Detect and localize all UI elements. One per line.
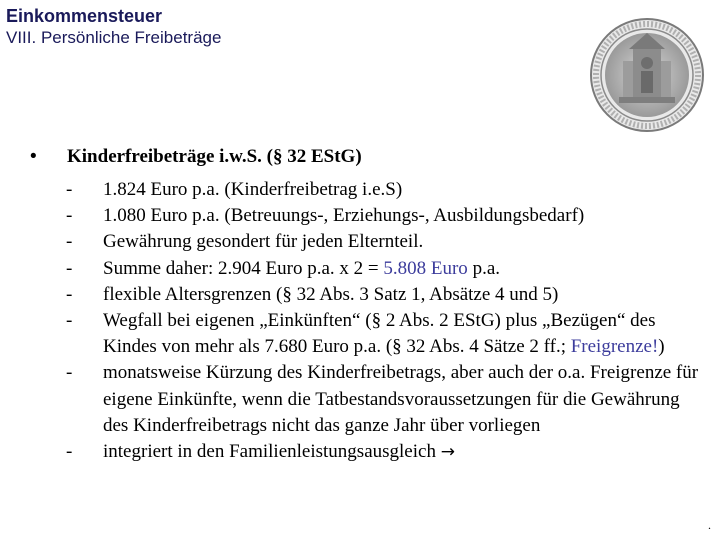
dash-marker: - bbox=[66, 205, 73, 227]
corner-mark: . bbox=[708, 518, 711, 532]
bullet-heading: Kinderfreibeträge i.w.S. (§ 32 EStG) bbox=[67, 146, 362, 167]
dash-marker: - bbox=[66, 179, 73, 200]
list-item bbox=[66, 229, 706, 255]
highlight-freigrenze: Freigrenze! bbox=[570, 336, 659, 358]
dash-marker: - bbox=[66, 231, 73, 253]
list-item bbox=[66, 177, 706, 203]
slide-subtitle: VIII. Persönliche Freibeträge bbox=[6, 28, 222, 47]
bullet-icon: • bbox=[30, 146, 37, 167]
list-item-text-suffix: ) bbox=[658, 336, 665, 358]
university-seal-icon bbox=[589, 17, 705, 133]
list-item bbox=[66, 282, 706, 308]
slide-title: Einkommensteuer bbox=[6, 6, 163, 26]
sub-item-list bbox=[66, 177, 706, 465]
list-item-text: Gewährung gesondert für jeden Elternteil. bbox=[103, 231, 424, 253]
dash-marker: - bbox=[66, 441, 73, 463]
list-item-text: integriert in den Familienleistungsausgleich bbox=[103, 441, 441, 463]
list-item-text: flexible Altersgrenzen (§ 32 Abs. 3 Satz 1, Absätze 4 und 5) bbox=[103, 283, 559, 305]
dash-marker: - bbox=[66, 362, 73, 384]
slide-header bbox=[6, 5, 221, 49]
list-item-text: monatsweise Kürzung des Kinderfreibetrags, aber auch der o.a. Freigrenze für eigene Einkünfte, wenn die Tatbestandsvoraussetzungen für die Gewährung des Kinderfreibetrags nicht das ganze Jahr über vorliegen bbox=[103, 362, 699, 436]
list-item bbox=[66, 203, 706, 229]
dash-marker: - bbox=[66, 310, 73, 332]
list-item-text: Summe daher: 2.904 Euro p.a. x 2 = bbox=[103, 257, 384, 279]
highlight-amount: 5.808 Euro bbox=[383, 257, 468, 279]
dash-marker: - bbox=[66, 283, 73, 305]
list-item-text: 1.080 Euro p.a. (Betreuungs-, Erziehungs-, Ausbildungsbedarf) bbox=[103, 205, 585, 227]
dash-marker: - bbox=[66, 257, 73, 279]
list-item-text: Wegfall bei eigenen „Einkünften“ (§ 2 Abs. 2 EStG) plus „Bezügen“ des Kindes von mehr als 7.680 Euro p.a. (§ 32 Abs. 4 Sätze 2 ff.; bbox=[103, 310, 656, 358]
list-item-text: 1.824 Euro p.a. (Kinderfreibetrag i.e.S) bbox=[103, 179, 403, 200]
list-item-text-suffix: p.a. bbox=[467, 257, 500, 279]
list-item bbox=[66, 256, 706, 282]
list-item bbox=[66, 439, 706, 465]
list-item bbox=[66, 308, 706, 360]
list-item bbox=[66, 360, 706, 439]
right-arrow-icon: → bbox=[440, 442, 455, 463]
